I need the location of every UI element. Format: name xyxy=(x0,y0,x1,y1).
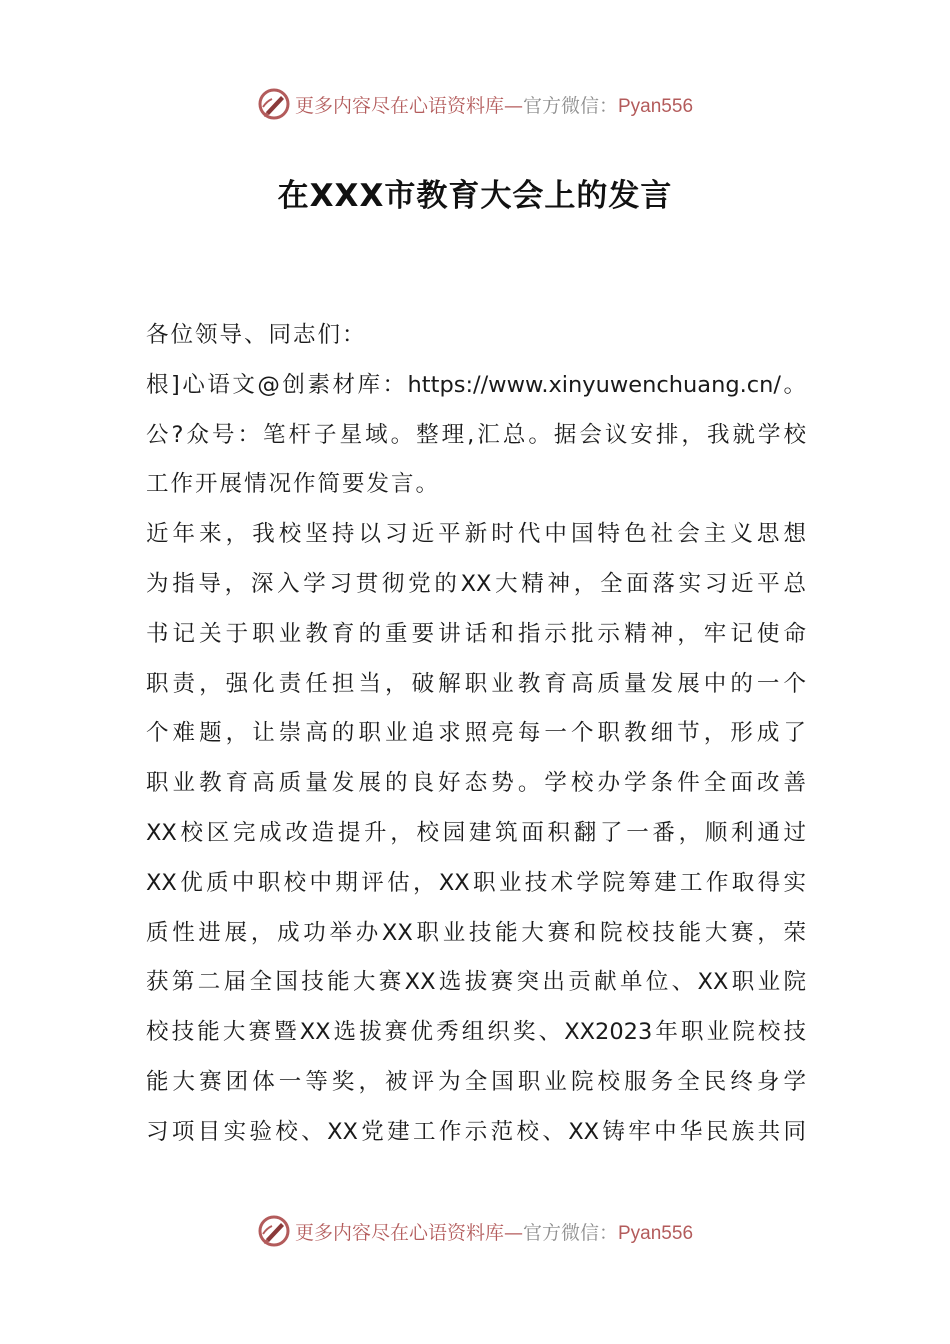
header-banner xyxy=(0,84,950,124)
body-line: 职业教育高质量发展的良好态势。学校办学条件全面改善 xyxy=(146,770,806,797)
body-line: 职责，强化责任担当，破解职业教育高质量发展中的一个 xyxy=(146,670,806,697)
salutation-line: 各位领导、同志们： xyxy=(146,322,367,348)
body-line: 近年来，我校坚持以习近平新时代中国特色社会主义思想 xyxy=(146,521,806,548)
banner-handle: Pyan556 xyxy=(618,95,694,117)
pen-logo-icon xyxy=(257,87,291,121)
document-body xyxy=(146,311,806,1158)
banner-handle: Pyan556 xyxy=(618,1222,694,1244)
body-line: 根]心语文@创素材库：https://www.xinyuwenchuang.cn/。 xyxy=(146,371,806,398)
body-line: 为指导，深入学习贯彻党的XX大精神，全面落实习近平总 xyxy=(146,570,806,597)
body-line: XX校区完成改造提升，校园建筑面积翻了一番，顺利通过 xyxy=(146,819,806,846)
banner-separator: — xyxy=(503,94,523,117)
banner-contact-label: 官方微信： xyxy=(522,94,618,117)
body-line: 工作开展情况作简要发言。 xyxy=(146,471,441,498)
body-line: 书记关于职业教育的重要讲话和指示批示精神，牢记使命 xyxy=(146,620,806,647)
banner-contact-label: 官方微信： xyxy=(522,1221,618,1244)
banner-separator: — xyxy=(503,1221,523,1244)
banner-text xyxy=(295,91,693,118)
body-line: 习项目实验校、XX党建工作示范校、XX铸牢中华民族共同 xyxy=(146,1118,806,1145)
body-line: 质性进展，成功举办XX职业技能大赛和院校技能大赛，荣 xyxy=(146,919,806,946)
body-line: 公?众号：笔杆子星域。整理,汇总。据会议安排，我就学校 xyxy=(146,421,806,448)
body-line: XX优质中职校中期评估，XX职业技术学院筹建工作取得实 xyxy=(146,869,806,896)
banner-main-text: 更多内容尽在心语资料库 xyxy=(294,1221,504,1244)
banner-text xyxy=(295,1218,693,1245)
document-title: 在XXX市教育大会上的发言 xyxy=(277,178,673,214)
body-line: 能大赛团体一等奖，被评为全国职业院校服务全民终身学 xyxy=(146,1068,806,1095)
body-line: 获第二届全国技能大赛XX选拔赛突出贡献单位、XX职业院 xyxy=(146,969,806,996)
footer-banner xyxy=(0,1211,950,1251)
banner-main-text: 更多内容尽在心语资料库 xyxy=(294,94,504,117)
body-line: 校技能大赛暨XX选拔赛优秀组织奖、XX2023年职业院校技 xyxy=(146,1019,806,1046)
pen-logo-icon xyxy=(257,1214,291,1248)
body-line: 个难题，让崇高的职业追求照亮每一个职教细节，形成了 xyxy=(146,720,806,747)
